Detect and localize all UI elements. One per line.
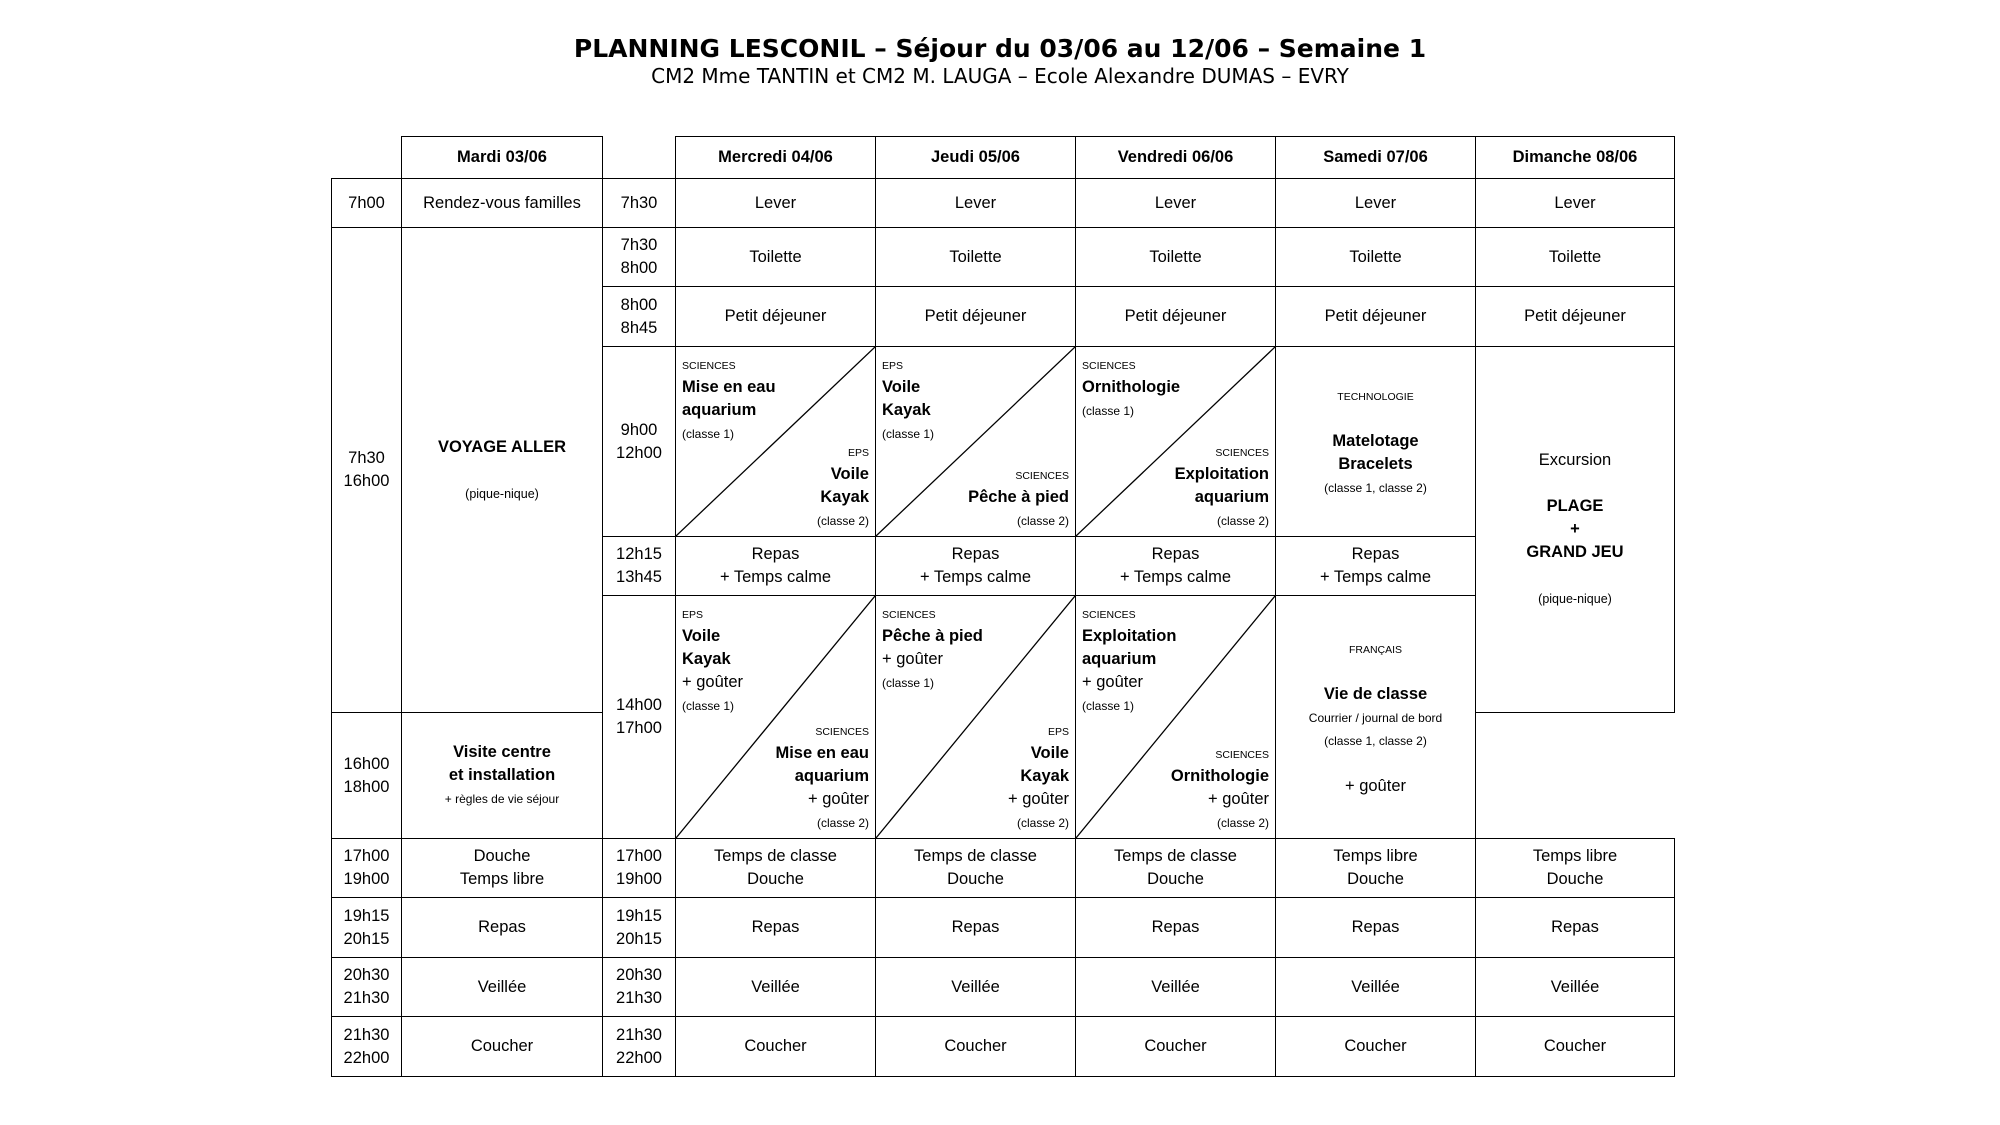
activity-class-note: (classe 2)	[1016, 514, 1069, 528]
page-subtitle: CM2 Mme TANTIN et CM2 M. LAUGA – Ecole Alexandre DUMAS – EVRY	[651, 64, 1349, 88]
toilette-jeudi: Toilette	[876, 228, 1076, 287]
activity-class-note: (classe 1, classe 2)	[1324, 481, 1427, 495]
activity-class-note: (classe 1)	[882, 427, 935, 441]
repas-midi-samedi	[1276, 537, 1476, 596]
mardi-time-coucher	[332, 1017, 402, 1077]
matin-vendredi-classe1	[1082, 353, 1180, 422]
gouter-label: + goûter	[1007, 790, 1069, 808]
time-matin-end: 12h00	[616, 443, 662, 462]
activity-tag: SCIENCES	[1215, 447, 1269, 459]
row-veillee	[332, 958, 1675, 1017]
activity-class-note: (classe 2)	[816, 816, 869, 830]
activity-class-note: (classe 1)	[682, 427, 735, 441]
aprem-mercredi	[676, 596, 876, 839]
gouter-label: + goûter	[1207, 790, 1269, 808]
time-diner-end: 20h15	[616, 929, 662, 948]
matin-vendredi	[1076, 347, 1276, 537]
time-veillee-end: 21h30	[616, 989, 662, 1007]
douche-label: Douche	[947, 870, 1004, 888]
coucher-vendredi: Coucher	[1076, 1017, 1276, 1077]
mardi-time-coucher-end: 22h00	[343, 1048, 390, 1067]
aprem-jeudi-classe2	[1008, 719, 1069, 834]
time-toilette	[603, 228, 676, 287]
coucher-jeudi: Coucher	[876, 1017, 1076, 1077]
mardi-time-veillee-end: 21h30	[343, 989, 390, 1007]
soir-dimanche	[1476, 839, 1675, 898]
pdej-vendredi: Petit déjeuner	[1076, 287, 1276, 347]
time-soir-end: 19h00	[616, 870, 662, 888]
activity-name: Pêche à pied	[968, 488, 1069, 506]
activity-tag: SCIENCES	[815, 726, 869, 738]
activity-name: Voile	[882, 378, 921, 396]
activity-class-note: (classe 2)	[816, 514, 869, 528]
aprem-mercredi-classe2	[775, 719, 869, 834]
repas-label: Repas	[751, 545, 800, 563]
veillee-mercredi: Veillée	[676, 958, 876, 1017]
pdej-dimanche: Petit déjeuner	[1476, 287, 1675, 347]
lever-vendredi: Lever	[1076, 179, 1276, 228]
aprem-jeudi-classe1	[882, 602, 983, 694]
mardi-veillee: Veillée	[402, 958, 603, 1017]
day-header-mercredi: Mercredi 04/06	[676, 137, 876, 179]
mardi-time-veillee-start: 20h30	[343, 966, 390, 984]
temps-libre-label: Temps libre	[1532, 847, 1618, 865]
activity-tag: SCIENCES	[682, 360, 736, 372]
mardi-time-repas-start: 19h15	[343, 906, 390, 925]
activity-class-note: (classe 2)	[1216, 514, 1269, 528]
lever-samedi: Lever	[1276, 179, 1476, 228]
excursion-grand-jeu: GRAND JEU	[1526, 543, 1624, 561]
time-veillee	[603, 958, 676, 1017]
mardi-voyage-aller	[402, 228, 603, 713]
activity-name: Kayak	[1020, 767, 1069, 785]
veillee-dimanche: Veillée	[1476, 958, 1675, 1017]
soir-vendredi	[1076, 839, 1276, 898]
matin-samedi	[1276, 347, 1476, 537]
row-lever	[332, 179, 1675, 228]
activity-tag: SCIENCES	[1082, 360, 1136, 372]
temps-classe-label: Temps de classe	[714, 847, 837, 865]
activity-tag: SCIENCES	[1015, 470, 1069, 482]
time-matin-start: 9h00	[620, 420, 658, 439]
time-coucher	[603, 1017, 676, 1077]
row-toilette	[332, 228, 1675, 287]
activity-name: aquarium	[1194, 488, 1269, 506]
visite-label: Visite centre	[453, 743, 551, 761]
mardi-time-veillee	[332, 958, 402, 1017]
installation-label: et installation	[448, 766, 556, 784]
gouter-label: + goûter	[882, 650, 944, 668]
excursion-plage: PLAGE	[1546, 497, 1604, 515]
row-coucher	[332, 1017, 1675, 1077]
time-repas-end: 13h45	[616, 568, 662, 586]
page-title: PLANNING LESCONIL – Séjour du 03/06 au 12/06 – Semaine 1	[573, 34, 1427, 63]
time-coucher-end: 22h00	[616, 1048, 662, 1067]
activity-name: Kayak	[882, 401, 931, 419]
mardi-time-voyage-end: 16h00	[343, 472, 390, 490]
temps-calme-label: + Temps calme	[1119, 568, 1232, 586]
voyage-aller-note: (pique-nique)	[465, 486, 539, 501]
repas-midi-vendredi	[1076, 537, 1276, 596]
toilette-samedi: Toilette	[1276, 228, 1476, 287]
veillee-vendredi: Veillée	[1076, 958, 1276, 1017]
mardi-visite-centre	[402, 713, 603, 839]
activity-tag: EPS	[1047, 726, 1069, 738]
time-diner-start: 19h15	[616, 906, 662, 925]
mardi-time-voyage	[332, 228, 402, 713]
soir-jeudi	[876, 839, 1076, 898]
header-row	[332, 137, 1675, 179]
time-lever: 7h30	[603, 179, 676, 228]
time-soir	[603, 839, 676, 898]
matin-mercredi-classe1	[682, 353, 776, 445]
activity-name: Mise en eau	[775, 744, 869, 762]
repas-label: Repas	[1351, 545, 1400, 563]
diner-dimanche: Repas	[1476, 898, 1675, 958]
temps-calme-label: + Temps calme	[919, 568, 1032, 586]
time-aprem-start: 14h00	[616, 696, 662, 714]
excursion-note: (pique-nique)	[1538, 592, 1612, 606]
dimanche-excursion	[1476, 347, 1675, 713]
activity-tag: EPS	[847, 447, 869, 459]
activity-tag: FRANÇAIS	[1348, 643, 1403, 656]
activity-name: aquarium	[794, 767, 869, 785]
repas-label: Repas	[951, 545, 1000, 563]
time-aprem-end: 17h00	[616, 719, 662, 737]
mardi-time-visite	[332, 713, 402, 839]
row-diner	[332, 898, 1675, 958]
mardi-time-douche	[332, 839, 402, 898]
activity-name: aquarium	[682, 401, 757, 419]
time-toilette-start: 7h30	[620, 236, 658, 254]
mardi-time-visite-start: 16h00	[343, 754, 390, 773]
pdej-mercredi: Petit déjeuner	[676, 287, 876, 347]
time-repas-midi	[603, 537, 676, 596]
time-toilette-end: 8h00	[620, 259, 658, 277]
activity-class-note: (classe 1)	[882, 676, 935, 690]
veillee-jeudi: Veillée	[876, 958, 1076, 1017]
activity-class-note: (classe 2)	[1016, 816, 1069, 830]
mardi-time-visite-end: 18h00	[343, 777, 390, 796]
activity-name: Voile	[830, 465, 869, 483]
coucher-dimanche: Coucher	[1476, 1017, 1675, 1077]
aprem-samedi	[1276, 596, 1476, 839]
day-header-dimanche: Dimanche 08/06	[1476, 137, 1675, 179]
temps-libre-label: Temps libre	[459, 870, 545, 888]
repas-label: Repas	[1151, 545, 1200, 563]
aprem-jeudi	[876, 596, 1076, 839]
time-diner	[603, 898, 676, 958]
activity-name: Exploitation	[1174, 465, 1269, 483]
toilette-vendredi: Toilette	[1076, 228, 1276, 287]
time-soir-start: 17h00	[616, 847, 662, 865]
activity-name: Voile	[682, 627, 721, 645]
activity-class-note: (classe 1, classe 2)	[1324, 733, 1427, 748]
gouter-label: + goûter	[1344, 776, 1406, 795]
mardi-time-repas	[332, 898, 402, 958]
activity-detail: Courrier / journal de bord	[1308, 710, 1443, 725]
temps-classe-label: Temps de classe	[1114, 847, 1237, 865]
diner-vendredi: Repas	[1076, 898, 1276, 958]
repas-midi-jeudi	[876, 537, 1076, 596]
time-coucher-start: 21h30	[616, 1025, 662, 1044]
aprem-vendredi	[1076, 596, 1276, 839]
mardi-time-rdv: 7h00	[332, 179, 402, 228]
veillee-samedi: Veillée	[1276, 958, 1476, 1017]
douche-label: Douche	[747, 870, 804, 888]
activity-name: Vie de classe	[1323, 684, 1428, 703]
activity-class-note: (classe 1)	[1082, 404, 1135, 418]
activity-name: Kayak	[682, 650, 731, 668]
mardi-time-repas-end: 20h15	[343, 929, 390, 948]
toilette-dimanche: Toilette	[1476, 228, 1675, 287]
mardi-repas: Repas	[402, 898, 603, 958]
mardi-douche	[402, 839, 603, 898]
gouter-label: + goûter	[807, 790, 869, 808]
aprem-vendredi-classe2	[1171, 742, 1269, 834]
gouter-label: + goûter	[682, 673, 744, 691]
diner-mercredi: Repas	[676, 898, 876, 958]
activity-name: Bracelets	[1338, 455, 1413, 473]
repas-midi-mercredi	[676, 537, 876, 596]
time-aprem	[603, 596, 676, 839]
activity-tag: TECHNOLOGIE	[1337, 391, 1414, 403]
excursion-label: Excursion	[1538, 451, 1612, 469]
activity-tag: EPS	[682, 609, 704, 621]
row-soir	[332, 839, 1675, 898]
excursion-plus: +	[1570, 520, 1580, 538]
activity-tag: SCIENCES	[882, 609, 936, 621]
activity-name: Ornithologie	[1170, 767, 1269, 785]
temps-calme-label: + Temps calme	[1319, 568, 1432, 586]
time-pdej-end: 8h45	[620, 318, 658, 337]
activity-class-note: (classe 1)	[682, 699, 735, 713]
douche-label: Douche	[1546, 870, 1604, 888]
matin-mercredi-classe2	[817, 440, 869, 532]
corner-empty	[332, 137, 402, 179]
douche-label: Douche	[1147, 870, 1204, 888]
schedule-table	[331, 136, 1675, 1077]
soir-samedi	[1276, 839, 1476, 898]
activity-name: Pêche à pied	[882, 627, 983, 645]
time-repas-start: 12h15	[616, 545, 662, 563]
activity-name: Voile	[1030, 744, 1069, 762]
diner-jeudi: Repas	[876, 898, 1076, 958]
lever-dimanche: Lever	[1476, 179, 1675, 228]
activity-name: Exploitation	[1082, 627, 1177, 645]
soir-mercredi	[676, 839, 876, 898]
matin-mercredi	[676, 347, 876, 537]
day-header-mardi: Mardi 03/06	[402, 137, 603, 179]
voyage-aller-label: VOYAGE ALLER	[437, 437, 567, 456]
activity-name: Mise en eau	[682, 378, 776, 396]
activity-tag: EPS	[882, 360, 904, 372]
temps-libre-label: Temps libre	[1333, 847, 1418, 865]
day-header-samedi: Samedi 07/06	[1276, 137, 1476, 179]
lever-jeudi: Lever	[876, 179, 1076, 228]
time-pdej	[603, 287, 676, 347]
mardi-time-douche-start: 17h00	[343, 847, 390, 865]
pdej-jeudi: Petit déjeuner	[876, 287, 1076, 347]
regles-note: + règles de vie séjour	[444, 792, 560, 806]
temps-classe-label: Temps de classe	[914, 847, 1037, 865]
activity-name: Ornithologie	[1082, 378, 1181, 396]
coucher-mercredi: Coucher	[676, 1017, 876, 1077]
mardi-rdv-familles: Rendez-vous familles	[402, 179, 603, 228]
activity-class-note: (classe 1)	[1082, 699, 1135, 713]
matin-jeudi	[876, 347, 1076, 537]
aprem-mercredi-classe1	[682, 602, 743, 717]
matin-vendredi-classe2	[1175, 440, 1269, 532]
coucher-samedi: Coucher	[1276, 1017, 1476, 1077]
activity-tag: SCIENCES	[1215, 749, 1269, 761]
activity-name: Matelotage	[1332, 432, 1419, 450]
day-header-vendredi: Vendredi 06/06	[1076, 137, 1276, 179]
gap-empty	[603, 137, 676, 179]
mardi-time-douche-end: 19h00	[343, 870, 390, 888]
douche-label: Douche	[473, 847, 531, 865]
matin-jeudi-classe1	[882, 353, 934, 445]
activity-name: aquarium	[1082, 650, 1157, 668]
temps-calme-label: + Temps calme	[719, 568, 832, 586]
mardi-time-voyage-start: 7h30	[348, 449, 385, 467]
matin-jeudi-classe2	[968, 463, 1069, 532]
diner-samedi: Repas	[1276, 898, 1476, 958]
time-matin	[603, 347, 676, 537]
douche-label: Douche	[1347, 870, 1404, 888]
activity-name: Kayak	[820, 488, 869, 506]
gouter-label: + goûter	[1082, 673, 1144, 691]
time-pdej-start: 8h00	[620, 295, 658, 314]
day-header-jeudi: Jeudi 05/06	[876, 137, 1076, 179]
mardi-time-coucher-start: 21h30	[343, 1025, 390, 1044]
time-veillee-start: 20h30	[616, 966, 662, 984]
lever-mercredi: Lever	[676, 179, 876, 228]
pdej-samedi: Petit déjeuner	[1276, 287, 1476, 347]
mardi-coucher: Coucher	[402, 1017, 603, 1077]
toilette-mercredi: Toilette	[676, 228, 876, 287]
activity-class-note: (classe 2)	[1216, 816, 1269, 830]
aprem-vendredi-classe1	[1082, 602, 1176, 717]
activity-tag: SCIENCES	[1082, 609, 1136, 621]
